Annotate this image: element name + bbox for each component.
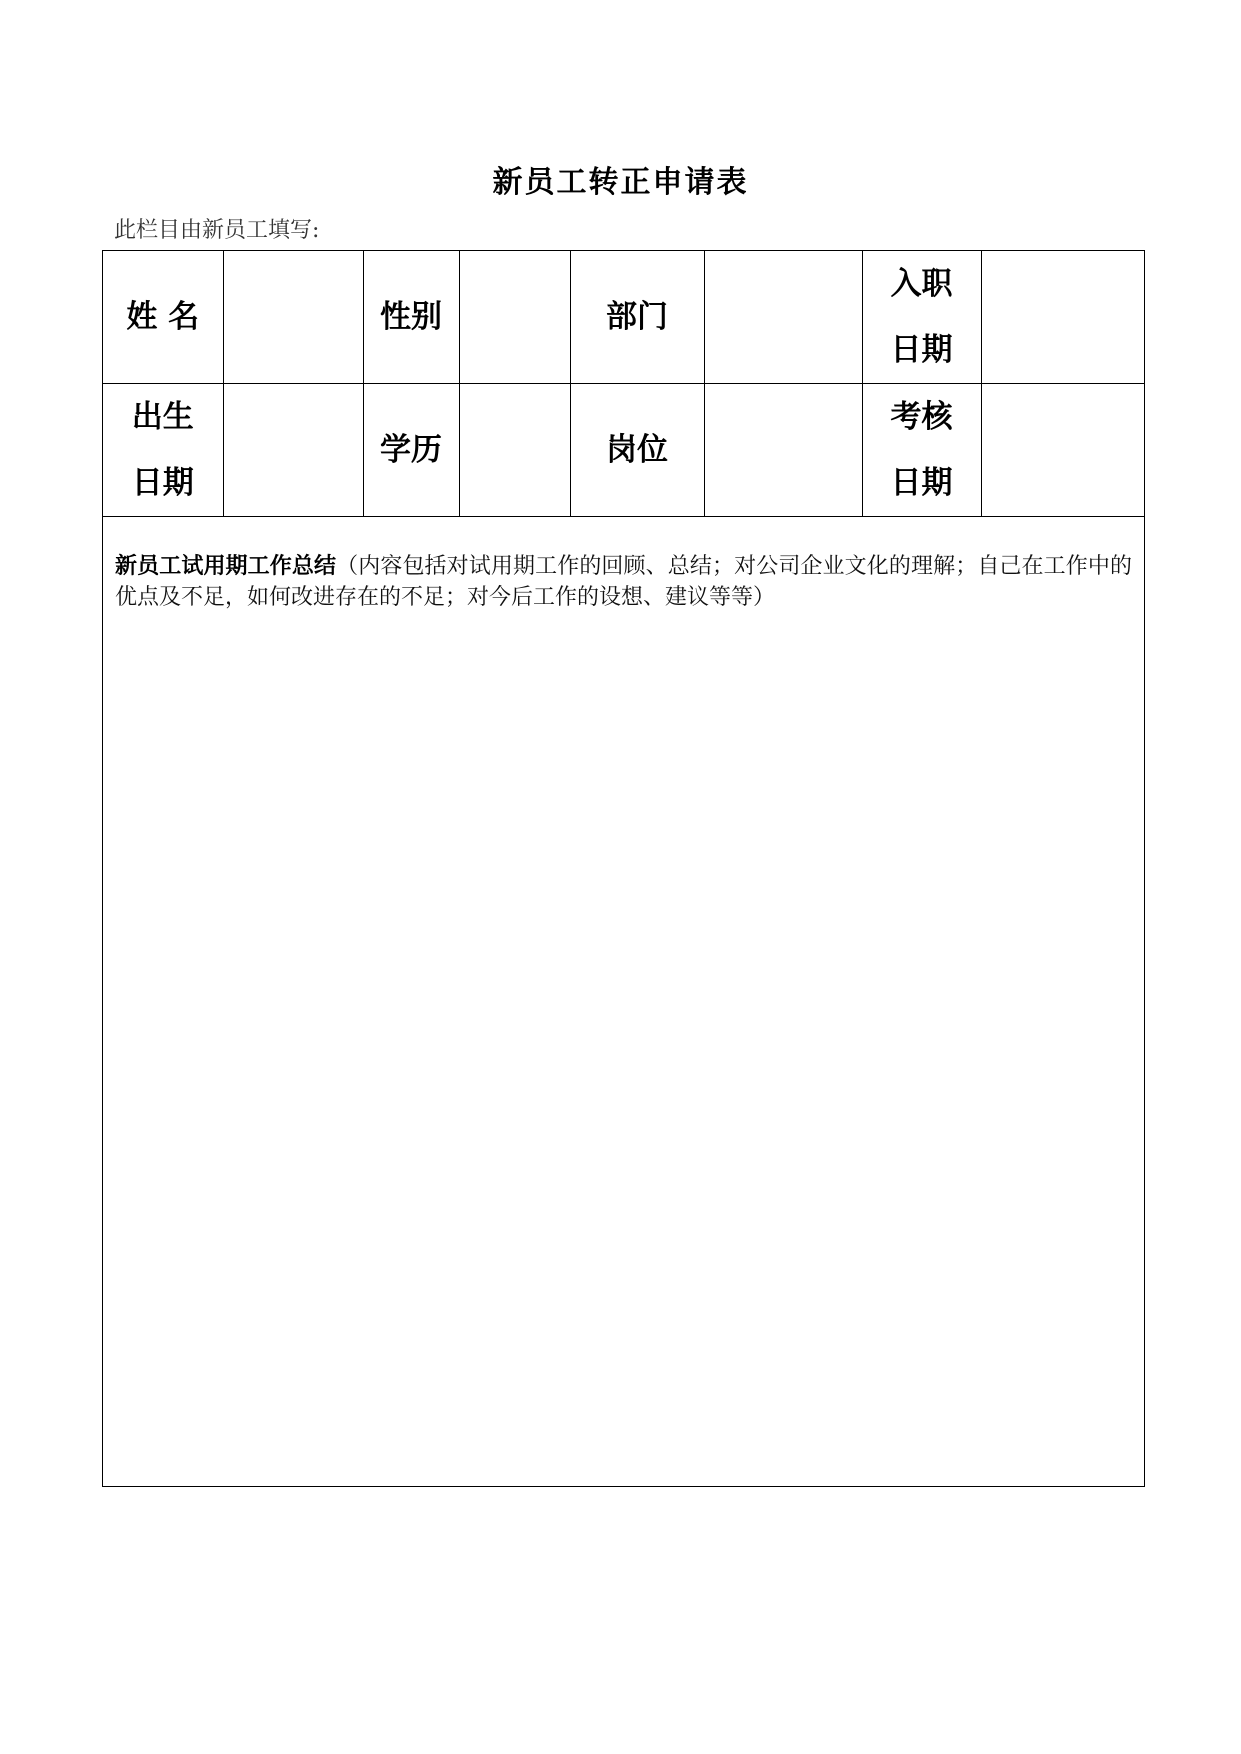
employee-info-table (103, 251, 1144, 517)
table-row (103, 251, 1144, 384)
gender-field[interactable] (459, 251, 570, 384)
position-label: 岗位 (570, 384, 704, 517)
name-label: 姓 名 (103, 251, 223, 384)
application-form (102, 250, 1145, 1487)
fill-instruction: 此栏目由新员工填写: (114, 218, 320, 243)
birth-date-label-line2: 日期 (131, 465, 194, 501)
review-date-label-line1: 考核 (890, 399, 953, 435)
name-field[interactable] (223, 251, 363, 384)
form-title: 新员工转正申请表 (492, 165, 749, 200)
education-label: 学历 (363, 384, 459, 517)
work-summary-section (103, 517, 1144, 1473)
position-field[interactable] (704, 384, 862, 517)
review-date-label-line2: 日期 (890, 465, 953, 501)
department-label: 部门 (570, 251, 704, 384)
table-row (103, 384, 1144, 517)
work-summary-description: （内容包括对试用期工作的回顾、总结；对公司企业文化的理解；自己在工作中的优点及不足，如何改进存在的不足；对今后工作的设想、建议等等） (115, 554, 1132, 610)
hire-date-label (862, 251, 981, 384)
education-field[interactable] (459, 384, 570, 517)
hire-date-label-line1: 入职 (890, 266, 953, 302)
review-date-label (862, 384, 981, 517)
review-date-field[interactable] (981, 384, 1144, 517)
gender-label: 性别 (363, 251, 459, 384)
birth-date-label (103, 384, 223, 517)
work-summary-heading: 新员工试用期工作总结 (115, 553, 337, 579)
hire-date-label-line2: 日期 (890, 332, 953, 368)
hire-date-field[interactable] (981, 251, 1144, 384)
birth-date-field[interactable] (223, 384, 363, 517)
birth-date-label-line1: 出生 (131, 399, 194, 435)
department-field[interactable] (704, 251, 862, 384)
work-summary-field[interactable] (115, 613, 1132, 1473)
